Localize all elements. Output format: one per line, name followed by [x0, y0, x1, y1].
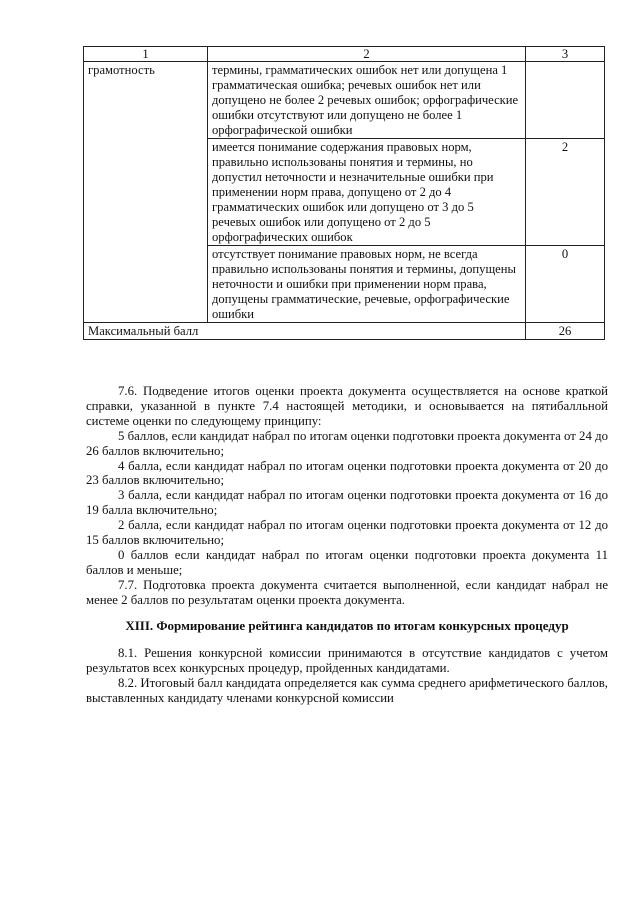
score-cell: 0: [526, 246, 605, 323]
table-header-row: [84, 47, 605, 62]
criterion-cell: грамотность: [84, 62, 208, 323]
section-heading: XIII. Формирование рейтинга кандидатов по итогам конкурсных процедур: [125, 618, 569, 633]
description-cell: имеется понимание содержания правовых норм, правильно использованы понятия и термины, но допустил неточности и незначительные ошибки при применении норм права, допущено от 2 до 4 грамматических ошибок или допущено от 3 до 5 речевых ошибок или допущено от 2 до 5 орфографических ошибок: [208, 139, 526, 246]
criteria-table: [83, 46, 605, 340]
header-cell: 2: [208, 47, 526, 62]
max-score-label: Максимальный балл: [84, 323, 526, 340]
table-row: [84, 62, 605, 139]
description-cell: термины, грамматических ошибок нет или допущена 1 грамматическая ошибка; речевых ошибок нет или допущено не более 2 речевых ошибок; орфографические ошибки отсутствуют или допущено не более 1 орфографической ошибки: [208, 62, 526, 139]
description-cell: отсутствует понимание правовых норм, не всегда правильно использованы понятия и термины, допущены неточности и ошибки при применении норм права, допущены грамматические, речевые, орфографические ошибки: [208, 246, 526, 323]
max-score-value: 26: [526, 323, 605, 340]
grade-rule: 0 баллов если кандидат набрал по итогам оценки подготовки проекта документа 11 баллов и меньше;: [86, 547, 608, 577]
grade-rule: 5 баллов, если кандидат набрал по итогам оценки подготовки проекта документа от 24 до 26 баллов включительно;: [86, 428, 608, 458]
header-cell: 3: [526, 47, 605, 62]
grade-rule: 4 балла, если кандидат набрал по итогам оценки подготовки проекта документа от 20 до 23 баллов включительно;: [86, 458, 608, 488]
grade-rule: 3 балла, если кандидат набрал по итогам оценки подготовки проекта документа от 16 до 19 балла включительно;: [86, 488, 608, 518]
score-cell: [526, 62, 605, 139]
section-7-text: [86, 384, 608, 608]
header-cell: 1: [84, 47, 208, 62]
paragraph-8-2: 8.2. Итоговый балл кандидата определяется как сумма среднего арифметического баллов, выставленных кандидату членами конкурсной комиссии: [86, 675, 608, 705]
score-cell: 2: [526, 139, 605, 246]
section-8-text: [86, 646, 608, 706]
paragraph-8-1: 8.1. Решения конкурсной комиссии принимаются в отсутствие кандидатов с учетом результатов всех конкурсных процедур, пройденных кандидатами.: [86, 646, 608, 675]
grade-rule: 2 балла, если кандидат набрал по итогам оценки подготовки проекта документа от 12 до 15 баллов включительно;: [86, 518, 608, 548]
paragraph-7-7: 7.7. Подготовка проекта документа считается выполненной, если кандидат набрал не менее 2 баллов по результатам оценки проекта документа.: [86, 577, 608, 607]
paragraph-7-6: 7.6. Подведение итогов оценки проекта документа осуществляется на основе краткой справки, указанной в пункте 7.4 настоящей методики, и основывается на пятибалльной системе оценки по следующему принципу:: [86, 384, 608, 428]
max-score-row: [84, 323, 605, 340]
